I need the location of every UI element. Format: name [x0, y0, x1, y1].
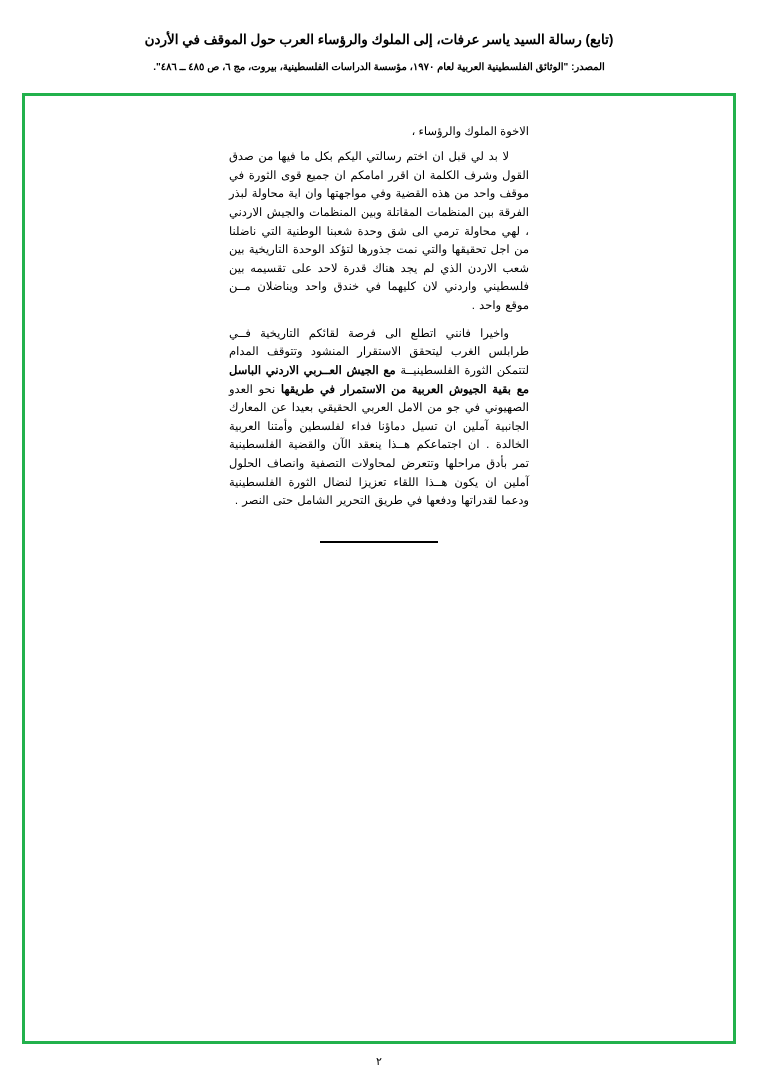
body-paragraph-1: لا بد لي قبل ان اختم رسالتي اليكم بكل ما فيها من صدق القول وشرف الكلمة ان اقرر امامكم ان جميع قوى الثورة في موقف واحد من هذه القضية وفي مواجهتها وان اية محاولة لبذر الفرقة بين المنظمات المقاتلة وبين المنظمات والجيش الاردني ، لهي محاولة ترمي الى شق وحدة شعبنا الوطنية التي ناضلنا من اجل تحقيقها والتي نمت جذورها لتؤكد الوحدة التاريخية بين شعب الاردن الذي لم يجد هناك قدرة لاحد على تقسيمه بين فلسطيني واردني لان كليهما في خندق واحد ويناضلان مــن موقع واحد . — [229, 151, 529, 313]
salutation-line: الاخوة الملوك والرؤساء ، — [411, 126, 529, 139]
page-title: (تابع) رسالة السيد ياسر عرفات، إلى الملوك والرؤساء العرب حول الموقف في الأردن — [144, 32, 614, 47]
text-column — [229, 124, 529, 543]
content-frame-wrapper — [22, 93, 736, 1044]
page-number: ٢ — [376, 1055, 382, 1068]
body-paragraph-2: واخيرا فانني اتطلع الى فرصة لقائكم التاريخية فــي طرابلس الغرب ليتحقق الاستقرار المنشود وتتوقف المدام لتتمكن الثورة الفلسطينيــة مع الجيش العــربي الاردني الباسل مع بقية الجيوش العربية من الاستمرار في طريقها نحو العدو الصهيوني في جو من الامل العربي الحقيقي بعيدا عن المعارك الجانبية آملين ان تسيل دماؤنا فداء لفلسطين وأمتنا العربية الخالدة . ان اجتماعكم هــذا ينعقد الآن والقضية الفلسطينية تمر بأدق مراحلها وتتعرض لمحاولات التصفية وانصاف الحلول آملين ان يكون هــذا اللقاء تعزيزا لنضال الثورة الفلسطينية ودعما لقدراتها ودفعها في طريق التحرير الشامل حتى النصر . — [229, 327, 529, 508]
content-area — [25, 96, 733, 1041]
green-border-frame — [22, 93, 736, 1044]
page-footer — [0, 1044, 758, 1078]
page-header — [0, 0, 758, 75]
source-citation: المصدر: "الوثائق الفلسطينية العربية لعام ١٩٧٠، مؤسسة الدراسات الفلسطينية، بيروت، مج ٦، ص ٤٨٥ ــ ٤٨٦". — [153, 62, 605, 74]
horizontal-rule — [320, 541, 438, 543]
